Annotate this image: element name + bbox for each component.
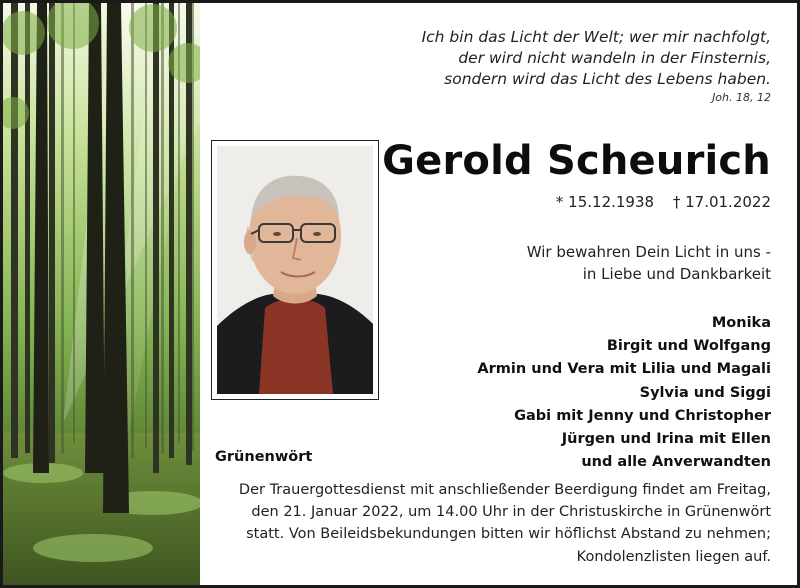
birth-date: * 15.12.1938	[555, 193, 655, 211]
quote-line: sondern wird das Licht des Lebens haben.	[444, 70, 771, 88]
portrait-photo	[211, 140, 379, 400]
service-line: den 21. Januar 2022, um 14.00 Uhr in der Christuskirche in Grünenwört	[251, 504, 771, 521]
quote-line: Ich bin das Licht der Welt; wer mir nachfolgt,	[421, 28, 771, 46]
mourner-entry: Armin und Vera mit Lilia und Magali	[477, 361, 771, 378]
forest-image	[3, 3, 200, 585]
mourner-entry: Sylvia und Siggi	[639, 384, 771, 401]
deceased-name: Gerold Scheurich	[382, 138, 771, 184]
service-line: Kondolenzlisten liegen auf.	[576, 548, 771, 565]
quote-line: der wird nicht wandeln in der Finsternis,	[458, 49, 771, 67]
bible-quote	[331, 27, 771, 106]
mourner-entry: Jürgen und Irina mit Ellen	[561, 431, 771, 448]
service-notice	[201, 479, 771, 568]
mourner-entry: Gabi mit Jenny und Christopher	[514, 407, 771, 424]
memorial-line: in Liebe und Dankbarkeit	[582, 265, 771, 283]
service-line: Der Trauergottesdienst mit anschließender Beerdigung findet am Freitag,	[238, 482, 771, 498]
death-date: † 17.01.2022	[672, 193, 771, 211]
mourners-list	[477, 312, 771, 474]
memorial-text	[527, 241, 771, 285]
service-line: statt. Von Beileidsbekundungen bitten wir höflichst Abstand zu nehmen;	[246, 526, 771, 543]
memorial-line: Wir bewahren Dein Licht in uns -	[526, 243, 771, 261]
place-name: Grünenwört	[215, 449, 313, 465]
life-dates	[542, 193, 771, 211]
mourner-entry: und alle Anverwandten	[581, 454, 771, 471]
quote-reference: Joh. 18, 12	[712, 91, 771, 104]
mourner-entry: Monika	[711, 315, 771, 331]
mourner-entry: Birgit und Wolfgang	[606, 338, 771, 355]
